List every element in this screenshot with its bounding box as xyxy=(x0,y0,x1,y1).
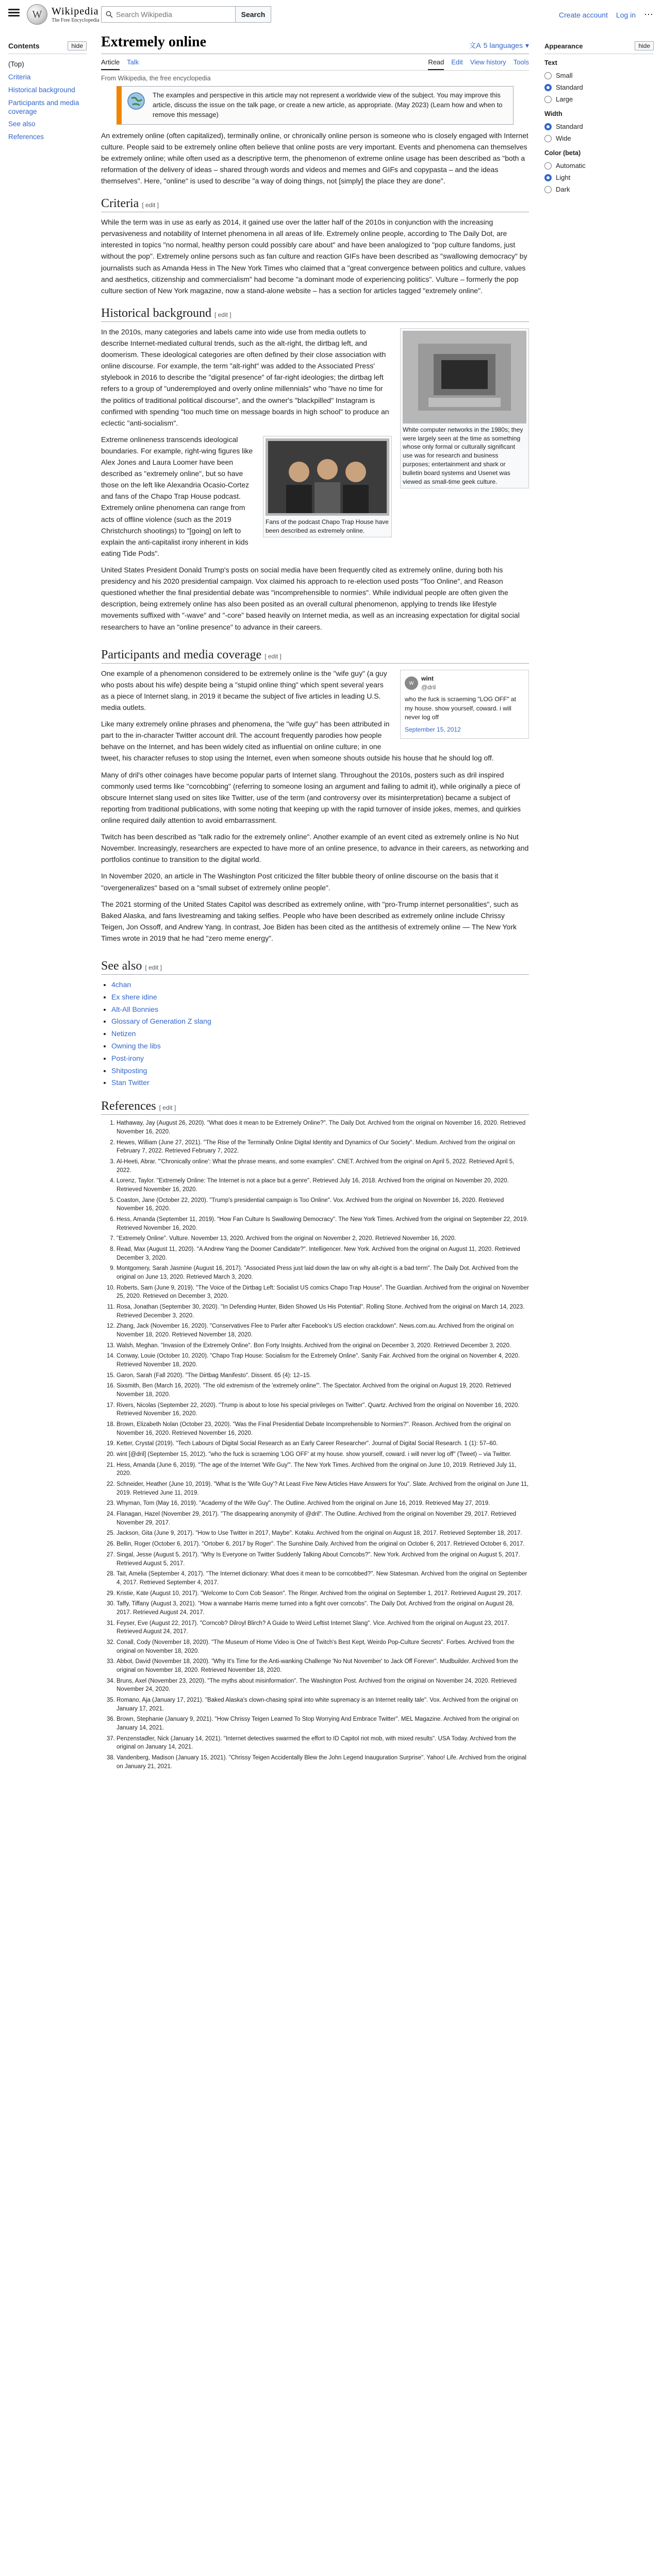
reference-item: 24. Flanagan, Hazel (November 29, 2017). "The disappearing anonymity of @dril". The Outline. Archived from the original on November 29, 2017. Retrieved November 29, 2017. xyxy=(117,1510,529,1527)
lead-paragraph: An extremely online (often capitalized), terminally online, or chronically online person is someone who is closely engaged with Internet culture. People said to be extremely online often believe that online posts are very important. Events and phenomena can themselves be extremely online; while often used as a descriptive term, the phenomenon of extreme online usage has been described as "both a reformation of the delivery of ideas – shared through words and videos and memes and GIFs and copypasta – and the ideas themselves". Here, "online" is used to describe "a way of doing things, not [simply] the place they are done". xyxy=(101,131,528,185)
tab-edit[interactable]: Edit xyxy=(451,58,463,66)
toc-item-references[interactable]: References xyxy=(8,133,44,141)
tweet-author: wint xyxy=(421,674,434,682)
reference-item: 3. Al-Heeti, Abrar. "'Chronically online': What the phrase means, and some examples". CNET. Archived from the original on April 5, 2022. Retrieved April 5, 2022. xyxy=(117,1158,529,1175)
participants-paragraph-4: Twitch has been described as "talk radio for the extremely online". Another example of an event cited as extremely online is No Nut November. Increasingly, researchers are expected to have more of an online presence, to advance in their careers, as networking and portfolios continue to transition to the digital world. xyxy=(101,833,529,864)
reference-item: 11. Rosa, Jonathan (September 30, 2020). "In Defending Hunter, Biden Showed Us His Potential". Rolling Stone. Archived from the original on March 14, 2023. Retrieved December 3, 2020. xyxy=(117,1303,529,1320)
reference-item: 28. Tait, Amelia (September 4, 2017). "The Internet dictionary: What does it mean to be corncobbed?". New Statesman. Archived from the original on September 4, 2017. Retrieved September 4, 2017. xyxy=(117,1570,529,1587)
table-of-contents xyxy=(8,41,87,144)
references-list xyxy=(101,1119,529,1771)
reference-item: 18. Brown, Elizabeth Nolan (October 23, 2020). "Was the Final Presidential Debate Incomprehensible to Normies?". Reason. Archived from the original on November 16, 2020. Retrieved November 16, 2020. xyxy=(117,1420,529,1437)
create-account-link[interactable]: Create account xyxy=(558,10,608,19)
participants-paragraph-5: In November 2020, an article in The Washington Post criticized the filter bubble theory of online discourse on the basis that it "overgeneralizes" based on a "small subset of extremely online people". xyxy=(101,872,499,892)
reference-item: 34. Bruns, Axel (November 23, 2020). "The myths about misinformation". The Washington Post. Archived from the original on November 24, 2020. Retrieved November 24, 2020. xyxy=(117,1677,529,1694)
appearance-title: Appearance xyxy=(544,42,583,50)
toc-item-participants[interactable]: Participants and media coverage xyxy=(8,98,79,115)
historical-paragraph-2: Extreme onlineness transcends ideological boundaries. For example, right-wing figures like Alex Jones and Laura Loomer have been described as "extremely online", but so have those on the left like Alexandria Ocasio-Cortez and fans of the Chapo Trap House podcast. Extremely online phenomena can range from acts of offline violence (such as the 2019 Christchurch shootings) to "[going] on left to explain the anti-capitalist irony inherent in kids eating Tide Pods". xyxy=(101,435,253,557)
search-icon xyxy=(106,11,113,18)
participants-paragraph-2: Like many extremely online phrases and phenomena, the "wife guy" has been attributed in part to the in-character Twitter account dril. The account frequently parodies how people behave on the Internet, and has been widely cited as influential on online culture; in one tweet, his character refuses to stop using the Internet, even when someone shouts outside his house that he should log off. xyxy=(101,720,494,762)
reference-item: 30. Taffy, Tiffany (August 3, 2021). "How a wannabe Harris meme turned into a fight over corncobs". The Daily Dot. Archived from the original on August 28, 2017. Retrieved August 24, 2017. xyxy=(117,1600,529,1617)
chevron-down-icon: ▾ xyxy=(525,41,529,49)
reference-item: 7. "Extremely Online". Vulture. November 13, 2020. Archived from the original on November 2, 2020. Retrieved November 16, 2020. xyxy=(117,1234,529,1243)
section-heading-historical-background: Historical background [ edit ] xyxy=(101,307,529,322)
text-size-standard[interactable]: Standard xyxy=(544,81,654,93)
reference-item: 4. Lorenz, Taylor. "Extremely Online: The Internet is not a place but a genre". Retrieved July 16, 2018. Archived from the original on November 20, 2020. Retrieved November 16, 2020. xyxy=(117,1177,529,1194)
personal-tools xyxy=(559,9,654,20)
radio-icon xyxy=(544,96,552,103)
reference-item: 26. Bellin, Roger (October 6, 2017). "Ortober 6, 2017 by Roger". The Sunshine Daily. Archived from the original on October 6, 2017. Retrieved October 6, 2017. xyxy=(117,1540,529,1549)
radio-icon xyxy=(544,123,552,130)
list-item: • Glossary of Generation Z slang xyxy=(111,1015,529,1028)
notice-text: The examples and perspective in this article may not represent a worldwide view of the subject. You may improve this article, discuss the issue on the talk page, or create a new article, as appropriate. (May 2023) (Learn how and when to remove this message) xyxy=(153,91,503,118)
list-item: • Post-irony xyxy=(111,1053,529,1065)
figure-chapo-trap-house xyxy=(263,436,392,538)
chapo-trap-house-image[interactable] xyxy=(266,438,389,516)
reference-item: 1. Hathaway, Jay (August 26, 2020). "What does it mean to be Extremely Online?". The Daily Dot. Archived from the original on November 16, 2020. Retrieved November 16, 2020. xyxy=(117,1119,529,1136)
text-size-label: Text xyxy=(544,59,557,66)
reference-item: 29. Kristie, Kate (August 10, 2017). "Welcome to Corn Cob Season". The Ringer. Archived from the original on September 1, 2017. Retrieved August 29, 2017. xyxy=(117,1589,529,1598)
reference-item: 22. Schneider, Heather (June 10, 2019). "What Is the 'Wife Guy'? At Least Five New Articles Have Answers for You". Slate. Archived from the original on June 11, 2019. Retrieved June 11, 2019. xyxy=(117,1480,529,1497)
menu-icon[interactable] xyxy=(8,7,20,19)
wikipedia-logo[interactable] xyxy=(27,4,100,25)
reference-item: 27. Singal, Jesse (August 5, 2017). "Why Is Everyone on Twitter Suddenly Talking About Corncobs?". New York. Archived from the original on August 5, 2017. Retrieved August 5, 2017. xyxy=(117,1551,529,1568)
historical-paragraph-3: United States President Donald Trump's posts on social media have been frequently cited as extremely online, during both his presidency and his 2020 presidential campaign. Vox claimed his approach to re-election used posts "Too Online", and Reason questioned whether the final presidential debate was "incomprehensible to normies". While individual people are often given the description, being extremely online has also been posited as an overall cultural phenomenon, applying to trends like lifestyle movements suffixed with "-wave" and "-core" based heavily on Internet media, as well as an increasing expectation for digital social researchers to have an "online presence" to advance in their careers. xyxy=(101,566,520,631)
reference-item: 37. Penzenstadler, Nick (January 14, 2021). "Internet detectives swarmed the effort to ID Capitol riot mob, with mixed results". USA Today. Archived from the original on January 14, 2021. xyxy=(117,1735,529,1752)
tab-tools[interactable]: Tools xyxy=(513,58,529,66)
page-title: Extremely online xyxy=(101,34,207,50)
reference-item: 13. Walsh, Meghan. "Invasion of the Extremely Online". Bon Forty Insights. Archived from the original on December 3, 2020. Retrieved December 3, 2020. xyxy=(117,1342,529,1350)
section-heading-criteria: Criteria [ edit ] xyxy=(101,197,529,212)
toc-item-criteria[interactable]: Criteria xyxy=(8,73,31,81)
search-button[interactable]: Search xyxy=(235,6,271,23)
worldwide-view-notice xyxy=(117,86,514,125)
participants-paragraph-3: Many of dril's other coinages have become popular parts of Internet slang. Throughout the 2010s, posters such as dril inspired commonly used terms like "corncobbing" (referring to someone losing an argument and failing to admit it), while originally a piece of obscure Internet slang used on sites like Twitter, use of the term (and controversy over its misinterpretation) became a subject of reporting from traditional publications, with some noting that keeping up with the rapid turnover of inside jokes, memes, and quirkies online required daily attention to avoid embarrassment. xyxy=(101,770,521,824)
edit-link[interactable]: [ edit ] xyxy=(159,1104,176,1112)
appearance-hide-button[interactable]: hide xyxy=(635,41,654,50)
section-heading-see-also: See also [ edit ] xyxy=(101,959,529,975)
reference-item: 21. Hess, Amanda (June 6, 2019). "The age of the Internet 'Wife Guy'". The New York Times. Archived from the original on June 10, 2019. Retrieved July 11, 2020. xyxy=(117,1461,529,1478)
section-heading-references: References [ edit ] xyxy=(101,1099,529,1115)
appearance-panel xyxy=(544,41,654,195)
logo-tagline: The Free Encyclopedia xyxy=(52,18,100,23)
radio-icon xyxy=(544,186,552,193)
toc-item-top[interactable]: (Top) xyxy=(8,60,24,68)
reference-item: 20. wint [@dril] (September 15, 2012). "who the fuck is scraeming 'LOG OFF' at my house. show yourself, coward. i will never log off" (Tweet) – via Twitter. xyxy=(117,1450,529,1459)
tweet-date[interactable]: September 15, 2012 xyxy=(405,725,461,733)
reference-item: 10. Roberts, Sam (June 9, 2019). "The Voice of the Dirtbag Left: Socialist US comics Chapo Trap House". The Guardian. Archived from the original on November 25, 2020. Retrieved on December 3, 2020. xyxy=(117,1284,529,1301)
tab-article[interactable]: Article xyxy=(101,55,120,70)
radio-icon xyxy=(544,72,552,79)
search-input[interactable] xyxy=(116,10,235,19)
width-label: Width xyxy=(544,110,562,117)
tweet-text: who the fuck is scraeming "LOG OFF" at my house. show yourself, coward. i will never log off xyxy=(405,696,516,721)
color-automatic[interactable]: Automatic xyxy=(544,160,654,172)
reference-item: 33. Abbot, David (November 18, 2020). "Why It's Time for the Anti-wanking Challenge 'No Nut November' to Jack Off Forever". Mudbuilder. Archived from the original on November 18, 2020. Retrieved November 18, 2020. xyxy=(117,1657,529,1674)
reference-item: 14. Conway, Louie (October 10, 2020). "Chapo Trap House: Socialism for the Extremely Online". Sanity Fair. Archived from the original on November 4, 2020. Retrieved November 18, 2020. xyxy=(117,1352,529,1369)
translate-icon: 文A xyxy=(469,41,481,49)
reference-item: 19. Ketter, Crystal (2019). "Tech Labours of Digital Social Research as an Early Career Researcher". Journal of Digital Social Research. 1 (1): 57–60. xyxy=(117,1439,529,1448)
reference-item: 8. Read, Max (August 11, 2020). "A Andrew Yang the Doomer Candidate?". Intelligencer. New York. Archived from the original on August 11, 2020. Retrieved December 3, 2020. xyxy=(117,1245,529,1262)
reference-item: 9. Montgomery, Sarah Jasmine (August 16, 2017). "Associated Press just laid down the law on why alt-right is a bad term". The Daily Dot. Archived from the original on June 13, 2020. Retrieved March 3, 2020. xyxy=(117,1264,529,1281)
figure-caption: Fans of the podcast Chapo Trap House have been described as extremely online. xyxy=(266,518,389,534)
embedded-tweet xyxy=(400,670,529,739)
page-tabs xyxy=(101,54,529,71)
color-dark[interactable]: Dark xyxy=(544,183,654,195)
list-item: • Stan Twitter xyxy=(111,1077,529,1089)
logo-wordmark: Wikipedia xyxy=(52,6,99,17)
list-item: • Ex shere idine xyxy=(111,991,529,1004)
reference-item: 31. Feyser, Eve (August 22, 2017). "Corncob? Dilroyl Blirch? A Guide to Weird Leftist Internet Slang". Vice. Archived from the original on August 23, 2017. Retrieved August 24, 2017. xyxy=(117,1619,529,1636)
color-label: Color (beta) xyxy=(544,149,581,157)
participants-paragraph-6: The 2021 storming of the United States Capitol was described as extremely online, with "pro-Trump internet personalities", such as Baked Alaska, and fans livestreaming and taking selfies. People who have been described as extremely online include Chrissy Teigen, Jon Ossoff, and Andrew Yang. In contrast, Joe Biden has been cited as the antithesis of extremely online — The New York Times wrote in 2019 that he had "zero meme energy". xyxy=(101,900,519,942)
list-item: • 4chan xyxy=(111,979,529,991)
edit-link[interactable]: [ edit ] xyxy=(214,311,231,318)
article-content xyxy=(101,29,529,1773)
figure-caption: White computer networks in the 1980s; they were largely seen at the time as something whose only formal or culturally significant use was for research and business purposes; entertainment and shark or bulletin board systems and Usenet was viewed as small-time geek culture. xyxy=(403,426,523,485)
figure-computer-networks xyxy=(400,328,529,489)
historical-paragraph-1: In the 2010s, many categories and labels came into wide use from media outlets to describe Internet-mediated cultural trends, such as the alt-right, the dirtbag left, and doomerism. These ideological categories are often defined by their close association with online discourse. For example, the term "alt-right" was added to the Associated Press' stylebook in 2016 to describe the "digital presence" of far-right ideologies; the dirtbag left refers to a group of "underemployed and overly online millennials" who "have no time for the politics of traditional political discourse", and the owner's "blackpilled" Instagram is confirmed with spending "too much time on message boards in high school" to produce an eclectic "anti-socialism". xyxy=(101,327,389,427)
participants-paragraph-1: One example of a phenomenon considered to be extremely online is the "wife guy" (a guy who posts about his wife) despite being a "stupid online thing" which spent several years as a piece of Internet slang, in 2019 it became the subject of five articles in leading U.S. media outlets. xyxy=(101,669,387,712)
tweet-handle: @dril xyxy=(421,684,436,691)
toc-item-historical-background[interactable]: Historical background xyxy=(8,86,75,94)
section-heading-participants: Participants and media coverage [ edit ] xyxy=(101,648,529,664)
width-wide[interactable]: Wide xyxy=(544,132,654,144)
header xyxy=(0,0,662,29)
globe-icon: W xyxy=(27,4,47,25)
reference-item: 38. Vandenberg, Madison (January 15, 2021). "Chrissy Teigen Accidentally Blew the John Legend Inauguration Surprise". Yahoo! Life. Archived from the original on January 21, 2021. xyxy=(117,1754,529,1771)
tab-view-history[interactable]: View history xyxy=(470,58,506,66)
tab-talk[interactable]: Talk xyxy=(127,58,139,66)
search-bar xyxy=(101,6,271,23)
reference-item: 17. Rivers, Nicolas (September 22, 2020). "Trump is about to lose his special privileges on Twitter". Quartz. Archived from the original on November 16, 2020. Retrieved November 16, 2020. xyxy=(117,1401,529,1418)
radio-icon xyxy=(544,135,552,142)
list-item: • Owning the libs xyxy=(111,1040,529,1053)
list-item: • Netizen xyxy=(111,1028,529,1040)
reference-item: 35. Romano, Aja (January 17, 2021). "Baked Alaska's clown-chasing spiral into white supremacy is an Internet reality tale". Vox. Archived from the original on January 17, 2021. xyxy=(117,1696,529,1713)
tab-read[interactable]: Read xyxy=(428,55,444,70)
reference-item: 23. Whyman, Tom (May 16, 2019). "Academy of the Wife Guy". The Outline. Archived from the original on June 16, 2019. Retrieved May 27, 2019. xyxy=(117,1499,529,1508)
reference-item: 6. Hess, Amanda (September 11, 2019). "How Fan Culture Is Swallowing Democracy". The New York Times. Archived from the original on September 22, 2019. Retrieved November 16, 2020. xyxy=(117,1215,529,1232)
width-standard[interactable]: Standard xyxy=(544,121,654,132)
reference-item: 32. Conall, Cody (November 18, 2020). "The Museum of Home Video is One of Twitch's Best Kept, Weirdo Pop-Culture Secrets". Forbes. Archived from the original on November 18, 2020. xyxy=(117,1638,529,1655)
radio-icon xyxy=(544,162,552,170)
reference-item: 5. Coaston, Jane (October 22, 2020). "Trump's presidential campaign is Too Online". Vox. Archived from the original on November 16, 2020. Retrieved November 16, 2020. xyxy=(117,1196,529,1213)
see-also-list xyxy=(101,979,529,1089)
reference-item: 12. Zhang, Jack (November 16, 2020). "Conservatives Flee to Parler after Facebook's US election crackdown". News.com.au. Archived from the original on November 18, 2020. Retrieved November 18, 2020. xyxy=(117,1322,529,1339)
edit-link[interactable]: [ edit ] xyxy=(145,964,162,972)
reference-item: 16. Sixsmith, Ben (March 16, 2020). "The old extremism of the 'extremely online'". The Spectator. Archived from the original on August 19, 2020. Retrieved November 18, 2020. xyxy=(117,1382,529,1399)
radio-icon xyxy=(544,174,552,181)
log-in-link[interactable]: Log in xyxy=(616,10,636,19)
criteria-paragraph: While the term was in use as early as 2014, it gained use over the latter half of the 2010s in conjunction with the increasing pervasiveness and notability of Internet phenomena in all areas of life. Extremely online people, according to The Daily Dot, are interested in topics "no normal, healthy person could possibly care about" and have been analogized to "pop culture fandoms, just without the pop". Extremely online persons such as fan culture and reaction GIFs have been described as "swallowing democracy" by journalists such as Amanda Hess in The New York Times who claimed that a "great convergence between politics and culture, values and aesthetics, citizenship and commercialism" had become "a dominant mode of experiencing politics". Vulture – formerly the pop culture section of New York magazine, now a stand-alone website – has a section for articles tagged "extremely online". xyxy=(101,218,527,295)
list-item: • Alt-All Bonnies xyxy=(111,1004,529,1016)
avatar: w xyxy=(405,676,418,690)
list-item: • Shitposting xyxy=(111,1065,529,1077)
text-size-large[interactable]: Large xyxy=(544,93,654,105)
language-selector[interactable]: 文A 5 languages ▾ xyxy=(469,41,529,49)
text-size-small[interactable]: Small xyxy=(544,70,654,81)
page-subtitle: From Wikipedia, the free encyclopedia xyxy=(101,75,211,82)
toc-hide-button[interactable]: hide xyxy=(68,41,87,50)
reference-item: 2. Hewes, William (June 27, 2021). "The Rise of the Terminally Online Digital Identity and Dynamics of Our Society". Medium. Archived from the original on February 7, 2022. Retrieved February 7, 2022. xyxy=(117,1139,529,1156)
color-light[interactable]: Light xyxy=(544,172,654,183)
edit-link[interactable]: [ edit ] xyxy=(142,201,159,209)
reference-item: 36. Brown, Stephanie (January 9, 2021). "How Chrissy Teigen Learned To Stop Worrying And Embrace Twitter". MEL Magazine. Archived from the original on January 14, 2021. xyxy=(117,1715,529,1732)
toc-title: Contents xyxy=(8,42,40,50)
reference-item: 25. Jackson, Gita (June 9, 2017). "How to Use Twitter in 2017, Maybe". Kotaku. Archived from the original on August 18, 2017. Retrieved September 18, 2017. xyxy=(117,1529,529,1538)
toc-item-see-also[interactable]: See also xyxy=(8,120,36,128)
computer-networks-image[interactable] xyxy=(403,331,526,423)
edit-link[interactable]: [ edit ] xyxy=(264,652,282,660)
radio-icon xyxy=(544,84,552,91)
more-options-icon[interactable]: ⋯ xyxy=(644,9,654,20)
globe-warning-icon xyxy=(126,91,146,111)
reference-item: 15. Garon, Sarah (Fall 2020). "The Dirtbag Manifesto". Dissent. 65 (4): 12–15. xyxy=(117,1371,529,1380)
